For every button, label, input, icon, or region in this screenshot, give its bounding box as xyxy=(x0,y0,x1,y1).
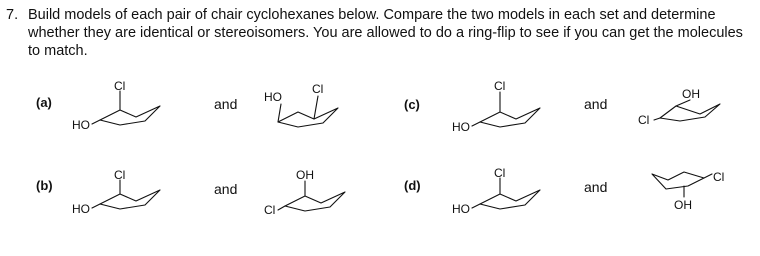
substituent-cl: Cl xyxy=(114,168,126,182)
substituent-ho: HO xyxy=(264,90,282,104)
substituent-ho: HO xyxy=(72,202,90,216)
substituent-cl: Cl xyxy=(264,203,276,217)
connector-and-b: and xyxy=(214,181,238,197)
substituent-ho: HO xyxy=(72,118,90,132)
connector-and-a: and xyxy=(214,96,238,112)
part-label-d: (d) xyxy=(404,178,421,193)
substituent-ho: HO xyxy=(452,120,470,134)
substituent-cl: Cl xyxy=(638,113,650,127)
molecule-b-left xyxy=(72,168,160,216)
molecule-d-right xyxy=(652,170,724,212)
connector-and-d: and xyxy=(584,179,608,195)
molecule-c-left xyxy=(452,79,540,134)
question-text: Build models of each pair of chair cyclohexanes below. Compare the two models in each set and determine whether they are identical or stereoisomers. You are allowed to do a ring-flip to see if you can get the molecules to match. xyxy=(28,7,743,59)
part-c xyxy=(404,79,720,134)
substituent-oh: OH xyxy=(674,198,692,212)
substituent-ho: HO xyxy=(452,202,470,216)
substituent-cl: Cl xyxy=(494,79,506,93)
part-a xyxy=(36,79,338,132)
molecule-d-left xyxy=(452,166,540,216)
substituent-oh: OH xyxy=(296,168,314,182)
substituent-cl: Cl xyxy=(114,79,126,93)
part-b xyxy=(36,168,345,217)
molecule-a-left xyxy=(72,79,160,132)
part-d xyxy=(404,166,724,216)
substituent-cl: Cl xyxy=(713,170,725,184)
part-label-c: (c) xyxy=(404,97,420,112)
molecule-b-right xyxy=(264,168,345,217)
part-label-b: (b) xyxy=(36,178,53,193)
substituent-cl: Cl xyxy=(494,166,506,180)
molecule-c-right xyxy=(638,87,720,127)
question-number: 7. xyxy=(6,7,19,23)
molecule-a-right xyxy=(264,82,338,127)
connector-and-c: and xyxy=(584,96,608,112)
substituent-cl: Cl xyxy=(312,82,324,96)
part-label-a: (a) xyxy=(36,95,52,110)
substituent-oh: OH xyxy=(682,87,700,101)
